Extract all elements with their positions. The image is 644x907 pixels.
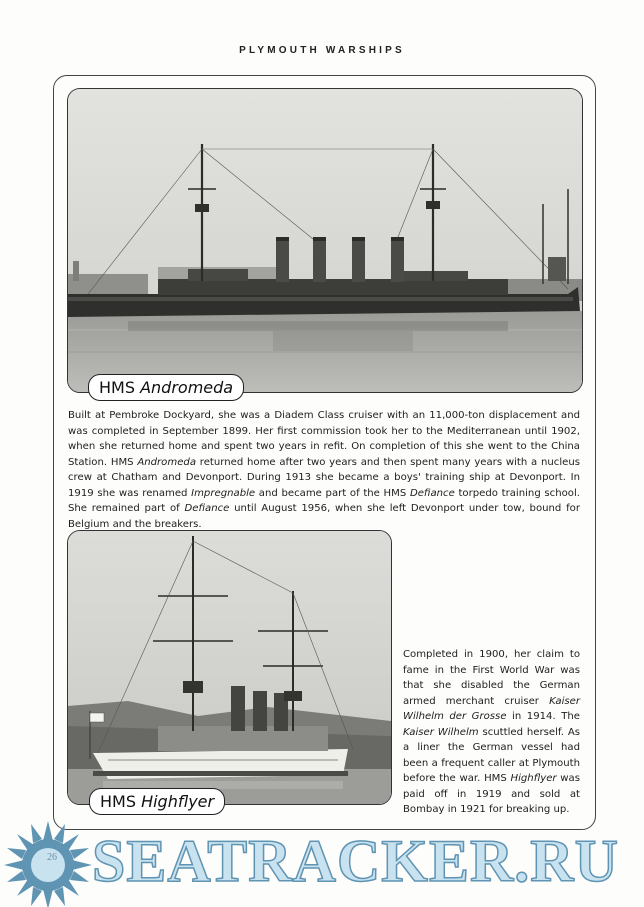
caption-highflyer bbox=[89, 788, 225, 815]
text-run: was paid off in 1919 and sold at Bombay in 1921 for breaking up. bbox=[403, 773, 580, 815]
caption-prefix: HMS bbox=[99, 378, 141, 397]
text-run: returned home after two years and then spent many years with a nucleus crew at Chatham and Devonport. During 1913 she became a boys' training ship at Devonport. In 1919 she was renamed bbox=[68, 456, 580, 499]
text-run: until August 1956, when she left Devonport under tow, bound for Belgium and the breakers. bbox=[68, 503, 580, 530]
text-run: scuttled herself. As a liner the German vessel had been a frequent caller at Plymouth before the war. HMS bbox=[403, 726, 580, 784]
text-run: Highflyer bbox=[510, 773, 557, 784]
text-run: Built at Pembroke Dockyard, she was a Diadem Class cruiser with an 11,000-ton displacement and was completed in September 1899. Her first commission took her to the Mediterranean until 1902, when she returned home and spent two years in refit. On completion of this she went to the China Station. HMS bbox=[68, 410, 580, 468]
caption-ship-name: Andromeda bbox=[140, 378, 234, 397]
caption-andromeda bbox=[88, 374, 244, 401]
text-run: in 1914. The bbox=[506, 711, 580, 722]
photo-highflyer bbox=[67, 530, 392, 805]
watermark-text: SEATRACKER.RU bbox=[92, 828, 619, 894]
caption-ship-name: Highflyer bbox=[141, 792, 215, 811]
text-run: Defiance bbox=[409, 487, 455, 499]
text-run: Defiance bbox=[184, 503, 230, 514]
running-head: PLYMOUTH WARSHIPS bbox=[239, 45, 405, 56]
text-run: torpedo training school. She remained part of bbox=[68, 487, 580, 514]
text-run: and became part of the HMS bbox=[255, 487, 410, 499]
paragraph-highflyer bbox=[403, 647, 580, 818]
photo-andromeda bbox=[67, 88, 583, 393]
text-run: Kaiser Wilhelm der Grosse bbox=[403, 695, 580, 722]
page-number: 26 bbox=[47, 852, 57, 863]
text-run: Completed in 1900, her claim to fame in the First World War was that she disabled the German armed merchant cruiser bbox=[403, 649, 580, 707]
caption-prefix: HMS bbox=[100, 792, 142, 811]
text-run: Impregnable bbox=[191, 487, 256, 499]
text-run: Kaiser Wilhelm bbox=[403, 726, 479, 738]
text-run: Andromeda bbox=[137, 456, 196, 468]
paragraph-andromeda bbox=[68, 408, 580, 532]
